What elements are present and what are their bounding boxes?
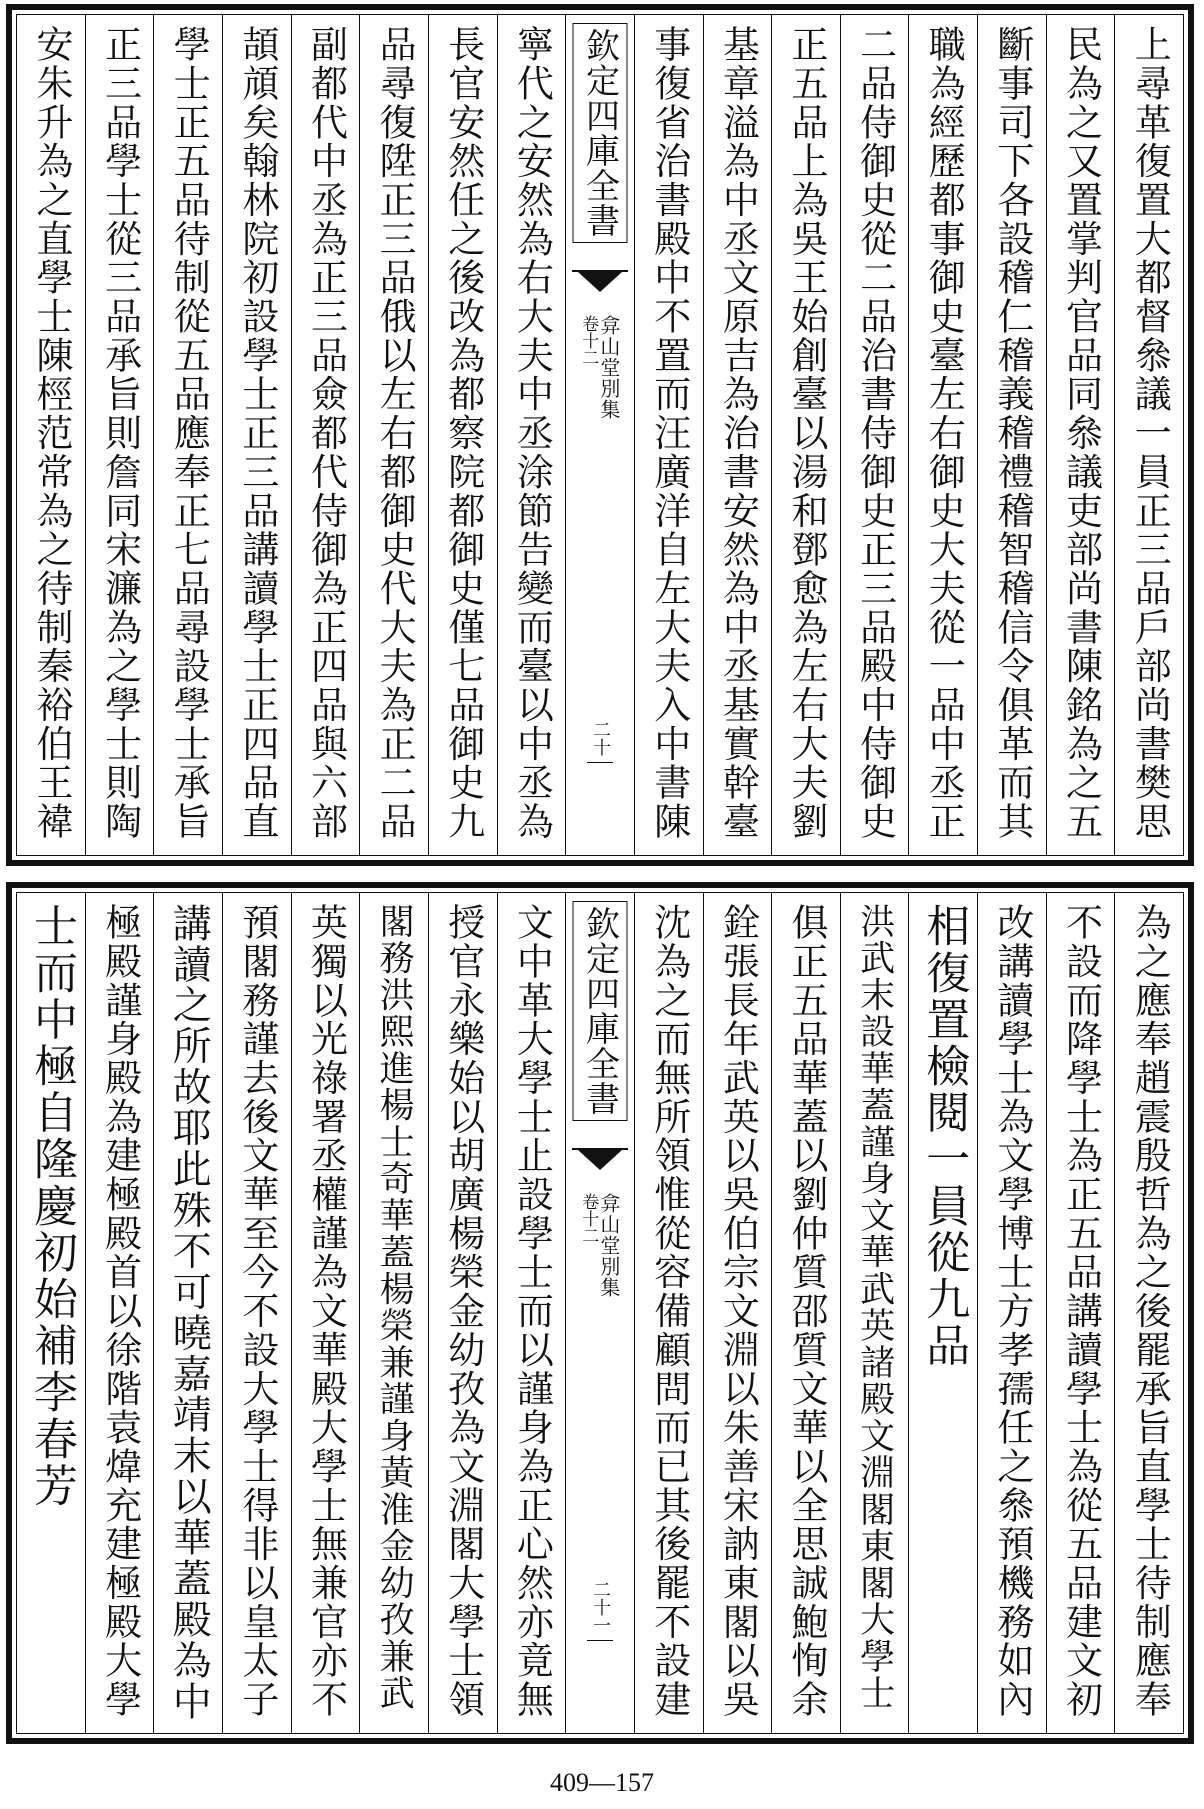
text-column — [222, 893, 291, 1733]
center-margin-column — [565, 893, 634, 1733]
text-column — [840, 893, 909, 1733]
column-text: 沈為之而無所領惟從容備顧問而已其後罷不設建 — [647, 903, 691, 1719]
text-column — [497, 893, 566, 1733]
column-text: 長官安然任之後改為都察院都御史僅七品御史九 — [441, 25, 485, 841]
text-column — [153, 893, 222, 1733]
column-text: 寧代之安然為右大夫中丞涂節告變而臺以中丞為 — [510, 25, 554, 841]
column-text: 為之應奉趙震殷哲為之後罷承旨直學士待制應奉 — [1128, 903, 1172, 1719]
column-text: 改講讀學士為文學博士方孝孺任之叅預機務如內 — [990, 903, 1034, 1719]
text-column — [977, 893, 1046, 1733]
text-column — [840, 15, 909, 855]
column-text: 士而中極自隆慶初始補李春芳 — [25, 903, 77, 1509]
text-column — [17, 893, 85, 1733]
text-column — [428, 15, 497, 855]
text-column — [703, 893, 772, 1733]
column-text: 上尋革復置大都督叅議一員正三品戶部尚書樊思 — [1128, 25, 1172, 841]
column-text: 正五品上為吳王始創臺以湯和鄧愈為左右大夫劉 — [784, 25, 828, 841]
top-page-panel — [6, 4, 1194, 866]
text-column — [703, 15, 772, 855]
column-text: 職為經歷都事御史臺左右御史大夫從一品中丞正 — [922, 25, 966, 841]
column-text: 相復置檢閱一員從九品 — [918, 903, 970, 1369]
column-text: 品尋復陞正三品俄以左右都御史代大夫為正二品 — [373, 25, 417, 841]
margin-book-title: 弇山堂別集 — [596, 1193, 621, 1298]
page-footer-number: 409—157 — [550, 1768, 654, 1797]
margin-page-number: 二十一 — [587, 1580, 613, 1641]
text-column — [1114, 15, 1183, 855]
text-column — [977, 15, 1046, 855]
fishtail-mark-icon — [572, 1148, 628, 1178]
column-text: 斷事司下各設稽仁稽義稽禮稽智稽信令俱革而其 — [990, 25, 1034, 841]
bottom-page-frame — [16, 892, 1184, 1734]
column-text: 基章溢為中丞文原吉為治書安然為中丞基實幹臺 — [716, 25, 760, 841]
column-text: 二品侍御史從二品治書侍御史正三品殿中侍御史 — [853, 25, 897, 841]
text-column — [291, 893, 360, 1733]
column-text: 文中革大學士止設學士而以謹身為正心然亦竟無 — [510, 903, 554, 1719]
text-column — [291, 15, 360, 855]
column-text: 副都代中丞為正三品僉都代侍御為正四品與六部 — [304, 25, 348, 841]
top-text-columns — [17, 15, 1183, 855]
bottom-text-columns — [17, 893, 1183, 1733]
text-column — [428, 893, 497, 1733]
text-column — [153, 15, 222, 855]
column-text: 極殿謹身殿為建極殿首以徐階袁煒充建極殿大學 — [98, 903, 142, 1719]
margin-juan-number: 卷十二 — [578, 315, 599, 366]
center-margin-column — [565, 15, 634, 855]
column-text: 正三品學士從三品承旨則詹同宋濂為之學士則陶 — [98, 25, 142, 841]
text-column — [771, 893, 840, 1733]
column-text: 銓張長年武英以吳伯宗文淵以朱善宋訥東閣以吳 — [716, 903, 760, 1719]
text-column — [17, 15, 85, 855]
fishtail-mark-icon — [572, 270, 628, 300]
column-text: 講讀之所故耶此殊不可曉嘉靖末以華蓋殿為中 — [166, 903, 212, 1722]
column-text: 事復省治書殿中不置而汪廣洋自左大夫入中書陳 — [647, 25, 691, 841]
text-column — [1046, 893, 1115, 1733]
text-column — [85, 893, 154, 1733]
text-column — [908, 15, 977, 855]
text-column — [634, 893, 703, 1733]
column-text: 英獨以光祿署丞權謹為文華殿大學士無兼官亦不 — [304, 903, 348, 1719]
column-text: 俱正五品華蓋以劉仲質邵質文華以全思誠鮑恂余 — [784, 903, 828, 1719]
text-column — [359, 15, 428, 855]
column-text: 洪武末設華蓋謹身文華武英諸殿文淵閣東閣大學士 — [854, 903, 895, 1712]
margin-book-title: 弇山堂別集 — [596, 315, 621, 420]
text-column — [222, 15, 291, 855]
column-text: 授官永樂始以胡廣楊榮金幼孜為文淵閣大學士領 — [441, 903, 485, 1719]
margin-title: 欽定四庫全書 — [573, 23, 628, 243]
column-text: 不設而降學士為正五品講讀學士為從五品建文初 — [1059, 903, 1103, 1719]
column-text: 閣務洪熙進楊士奇華蓋楊榮兼謹身黃淮金幼孜兼武 — [374, 903, 415, 1712]
margin-juan-number: 卷十二 — [578, 1193, 599, 1244]
column-text: 頡頏矣翰林院初設學士正三品講讀學士正四品直 — [235, 25, 279, 841]
text-column — [908, 893, 977, 1733]
column-text: 學士正五品待制從五品應奉正七品尋設學士承旨 — [167, 25, 211, 841]
margin-title: 欽定四庫全書 — [573, 901, 628, 1121]
column-text: 民為之又置掌判官品同叅議吏部尚書陳銘為之五 — [1059, 25, 1103, 841]
column-text: 安朱升為之直學士陳桱范常為之待制秦裕伯王褘 — [29, 25, 73, 841]
text-column — [1046, 15, 1115, 855]
text-column — [497, 15, 566, 855]
margin-page-number: 二十 — [587, 720, 613, 763]
text-column — [85, 15, 154, 855]
column-text: 預閣務謹去後文華至今不設大學士得非以皇太子 — [235, 903, 279, 1719]
text-column — [1114, 893, 1183, 1733]
bottom-page-panel — [6, 882, 1194, 1744]
text-column — [771, 15, 840, 855]
text-column — [359, 893, 428, 1733]
text-column — [634, 15, 703, 855]
top-page-frame — [16, 14, 1184, 856]
